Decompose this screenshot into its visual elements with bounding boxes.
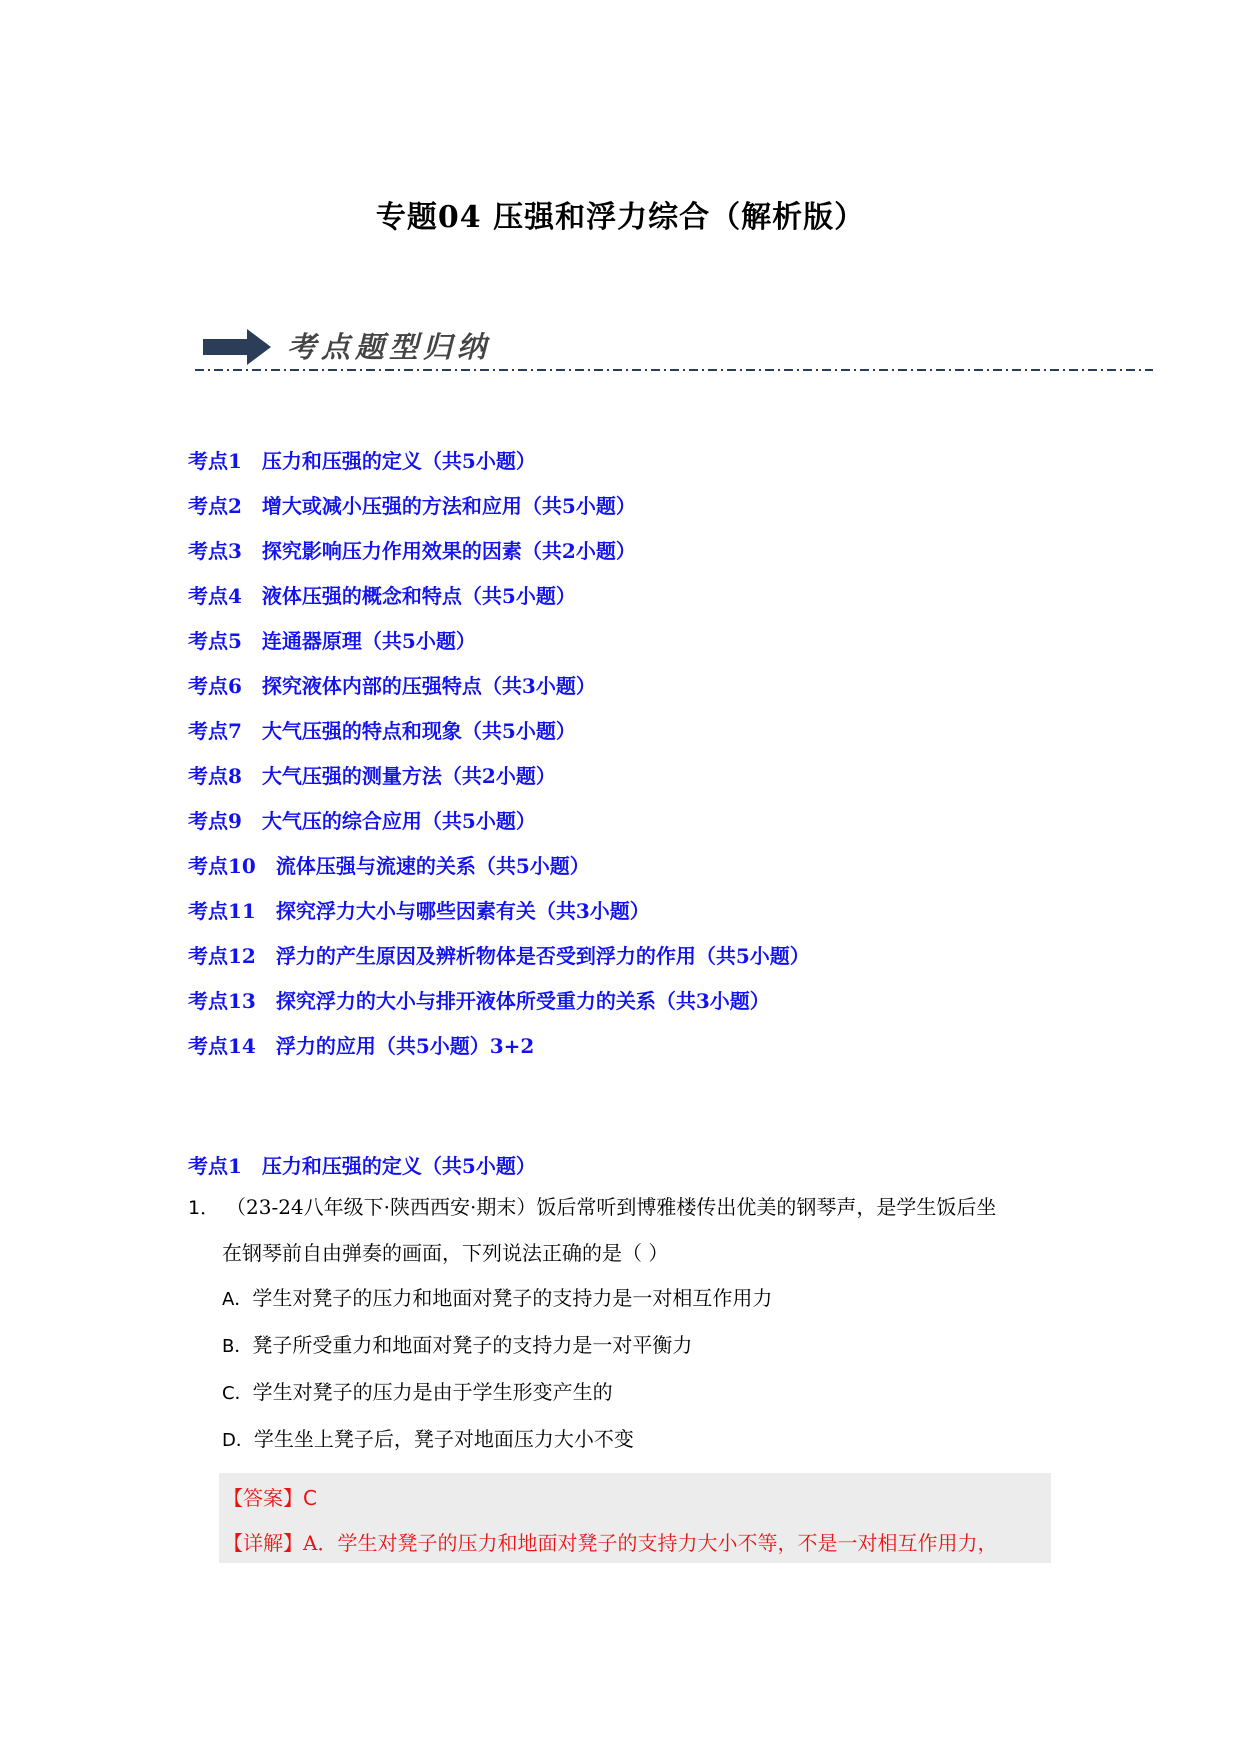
toc-item[interactable]: 考点7 大气压强的特点和现象（共5小题） (188, 719, 576, 743)
toc-item[interactable]: 考点1 压力和压强的定义（共5小题） (188, 449, 536, 473)
toc-item[interactable]: 考点9 大气压的综合应用（共5小题） (188, 809, 536, 833)
section-heading (188, 1150, 536, 1179)
dash-dot-divider (195, 368, 1153, 372)
answer-tag: 【答案】 (223, 1486, 303, 1510)
table-of-contents (188, 446, 810, 1076)
option-c: C．学生对凳子的压力是由于学生形变产生的 (222, 1380, 613, 1404)
option-d: D．学生坐上凳子后，凳子对地面压力大小不变 (222, 1427, 634, 1451)
option-a: A．学生对凳子的压力和地面对凳子的支持力是一对相互作用力 (222, 1286, 773, 1310)
question-stem-line2: 在钢琴前自由弹奏的画面，下列说法正确的是（ ） (222, 1241, 669, 1265)
section-title: 压力和压强的定义（共5小题） (261, 1154, 536, 1178)
detail-text: A．学生对凳子的压力和地面对凳子的支持力大小不等，不是一对相互作用力， (303, 1531, 998, 1555)
page-title: 专题04 压强和浮力综合（解析版） (375, 200, 866, 235)
section-number: 考点1 (188, 1154, 242, 1178)
toc-item[interactable]: 考点14 浮力的应用（共5小题）3+2 (188, 1034, 535, 1058)
banner-label: 考点题型归纳 (287, 330, 492, 364)
answer-value: C (303, 1486, 317, 1510)
section-banner (195, 325, 1155, 385)
toc-item[interactable]: 考点3 探究影响压力作用效果的因素（共2小题） (188, 539, 636, 563)
toc-item[interactable]: 考点2 增大或减小压强的方法和应用（共5小题） (188, 494, 636, 518)
detail-line (223, 1527, 997, 1556)
toc-item[interactable]: 考点10 流体压强与流速的关系（共5小题） (188, 854, 590, 878)
answer-line (223, 1482, 317, 1511)
question-block (188, 1192, 1068, 1456)
answer-box (219, 1473, 1051, 1563)
toc-item[interactable]: 考点11 探究浮力大小与哪些因素有关（共3小题） (188, 899, 650, 923)
toc-item[interactable]: 考点5 连通器原理（共5小题） (188, 629, 476, 653)
detail-tag: 【详解】 (223, 1531, 303, 1555)
toc-item[interactable]: 考点6 探究液体内部的压强特点（共3小题） (188, 674, 596, 698)
option-b: B．凳子所受重力和地面对凳子的支持力是一对平衡力 (222, 1333, 693, 1357)
toc-item[interactable]: 考点12 浮力的产生原因及辨析物体是否受到浮力的作用（共5小题） (188, 944, 810, 968)
arrow-right-icon (203, 327, 273, 367)
question-stem-line1 (188, 1192, 1068, 1223)
toc-item[interactable]: 考点13 探究浮力的大小与排开液体所受重力的关系（共3小题） (188, 989, 770, 1013)
question-number: 1． (188, 1197, 220, 1219)
question-text: （23-24八年级下·陕西西安·期末）饭后常听到博雅楼传出优美的钢琴声，是学生饭后坐 (226, 1195, 997, 1219)
toc-item[interactable]: 考点4 液体压强的概念和特点（共5小题） (188, 584, 576, 608)
toc-item[interactable]: 考点8 大气压强的测量方法（共2小题） (188, 764, 556, 788)
